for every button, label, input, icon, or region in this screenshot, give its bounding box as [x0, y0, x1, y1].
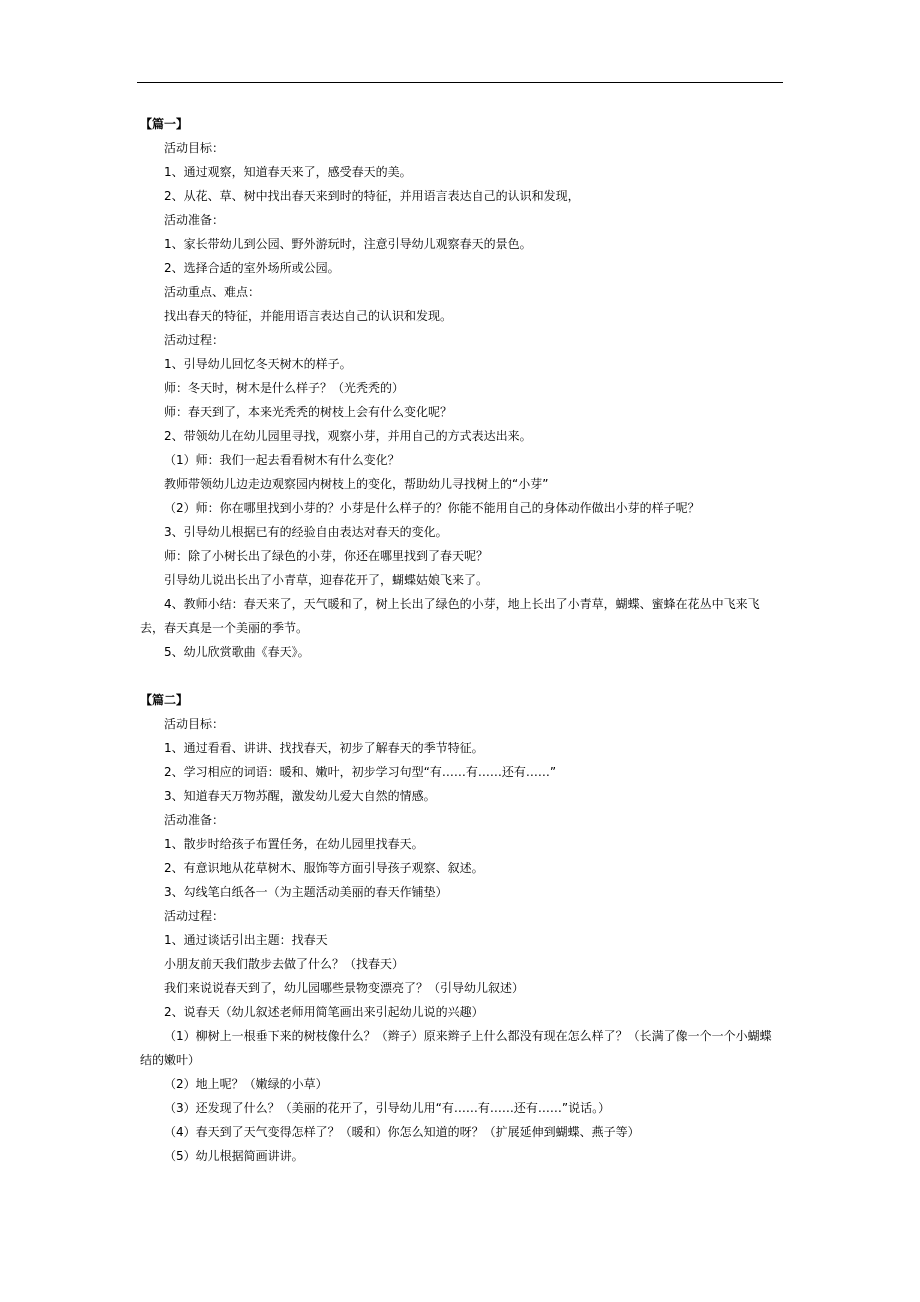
section-1-line: 4、教师小结：春天来了，天气暖和了，树上长出了绿色的小芽，地上长出了小青草，蝴蝶、蜜蜂在花丛中飞来飞去，春天真是一个美丽的季节。: [140, 597, 760, 635]
section-1-line: 师：春天到了，本来光秃秃的树枝上会有什么变化呢？: [164, 405, 453, 419]
section-1-line: 1、通过观察，知道春天来了，感受春天的美。: [164, 165, 412, 179]
section-1-line: 2、从花、草、树中找出春天来到时的特征，并用语言表达自己的认识和发现，: [164, 189, 580, 203]
section-2-line: 1、散步时给孩子布置任务，在幼儿园里找春天。: [164, 837, 424, 851]
section-2-line: 活动目标：: [164, 717, 225, 731]
section-2-line: 3、勾线笔白纸各一（为主题活动美丽的春天作铺垫）: [164, 885, 448, 899]
section-1-line: 活动过程：: [164, 333, 225, 347]
section-1-line: 活动准备：: [164, 213, 225, 227]
section-2-line: 小朋友前天我们散步去做了什么？（找春天）: [164, 957, 405, 971]
section-2-line: 1、通过谈话引出主题：找春天: [164, 933, 328, 947]
section-1-line: （2）师：你在哪里找到小芽的？小芽是什么样子的？你能不能用自己的身体动作做出小芽的样子呢？: [164, 501, 700, 515]
section-2-line: 活动过程：: [164, 909, 225, 923]
section-1-line: 5、幼儿欣赏歌曲《春天》。: [164, 645, 310, 659]
section-2-line: （2）地上呢？（嫩绿的小草）: [164, 1077, 328, 1091]
section-1-line: 活动重点、难点：: [164, 285, 261, 299]
section-1: [140, 112, 783, 664]
header-rule: [137, 82, 783, 83]
section-2-line: 我们来说说春天到了，幼儿园哪些景物变漂亮了？（引导幼儿叙述）: [164, 981, 525, 995]
section-1-line: 找出春天的特征，并能用语言表达自己的认识和发现。: [164, 309, 453, 323]
section-1-line: 活动目标：: [164, 141, 225, 155]
section-2-line: （1）柳树上一根垂下来的树枝像什么？（辫子）原来辫子上什么都没有现在怎么样了？（长满了像一个一个小蝴蝶结的嫩叶）: [140, 1029, 772, 1067]
section-1-line: 2、带领幼儿在幼儿园里寻找，观察小芽，并用自己的方式表达出来。: [164, 429, 532, 443]
section-1-line: 师：除了小树长出了绿色的小芽，你还在哪里找到了春天呢？: [164, 549, 489, 563]
section-1-line: 1、家长带幼儿到公园、野外游玩时，注意引导幼儿观察春天的景色。: [164, 237, 532, 251]
section-1-line: 引导幼儿说出长出了小青草，迎春花开了，蝴蝶姑娘飞来了。: [164, 573, 489, 587]
document-body: [140, 112, 783, 1168]
section-2-line: 1、通过看看、讲讲、找找春天，初步了解春天的季节特征。: [164, 741, 484, 755]
section-2-line: 3、知道春天万物苏醒，激发幼儿爱大自然的情感。: [164, 789, 436, 803]
section-2-line: 2、学习相应的词语：暖和、嫩叶，初步学习句型“有……有……还有……”: [164, 765, 557, 779]
section-1-line: 1、引导幼儿回忆冬天树木的样子。: [164, 357, 352, 371]
section-1-line: 3、引导幼儿根据已有的经验自由表达对春天的变化。: [164, 525, 448, 539]
section-2-line: （5）幼儿根据简画讲讲。: [164, 1149, 304, 1163]
section-2-line: （4）春天到了天气变得怎样了？（暖和）你怎么知道的呀？（扩展延伸到蝴蝶、燕子等）: [164, 1125, 640, 1139]
section-2-line: 活动准备：: [164, 813, 225, 827]
section-1-line: （1）师：我们一起去看看树木有什么变化？: [164, 453, 400, 467]
section-1-line: 教师带领幼儿边走边观察园内树枝上的变化，帮助幼儿寻找树上的“小芽”: [164, 477, 549, 491]
section-1-line: 2、选择合适的室外场所或公园。: [164, 261, 340, 275]
section-2-line: （3）还发现了什么？（美丽的花开了，引导幼儿用“有……有……还有……”说话。）: [164, 1101, 611, 1115]
section-2-line: 2、说春天（幼儿叙述老师用简笔画出来引起幼儿说的兴趣）: [164, 1005, 484, 1019]
section-2-line: 2、有意识地从花草树木、服饰等方面引导孩子观察、叙述。: [164, 861, 484, 875]
section-1-title: 【篇一】: [140, 117, 189, 131]
section-gap: [140, 664, 783, 688]
section-2: [140, 688, 783, 1168]
section-1-line: 师：冬天时，树木是什么样子？（光秃秃的）: [164, 381, 405, 395]
section-2-title: 【篇二】: [140, 693, 189, 707]
